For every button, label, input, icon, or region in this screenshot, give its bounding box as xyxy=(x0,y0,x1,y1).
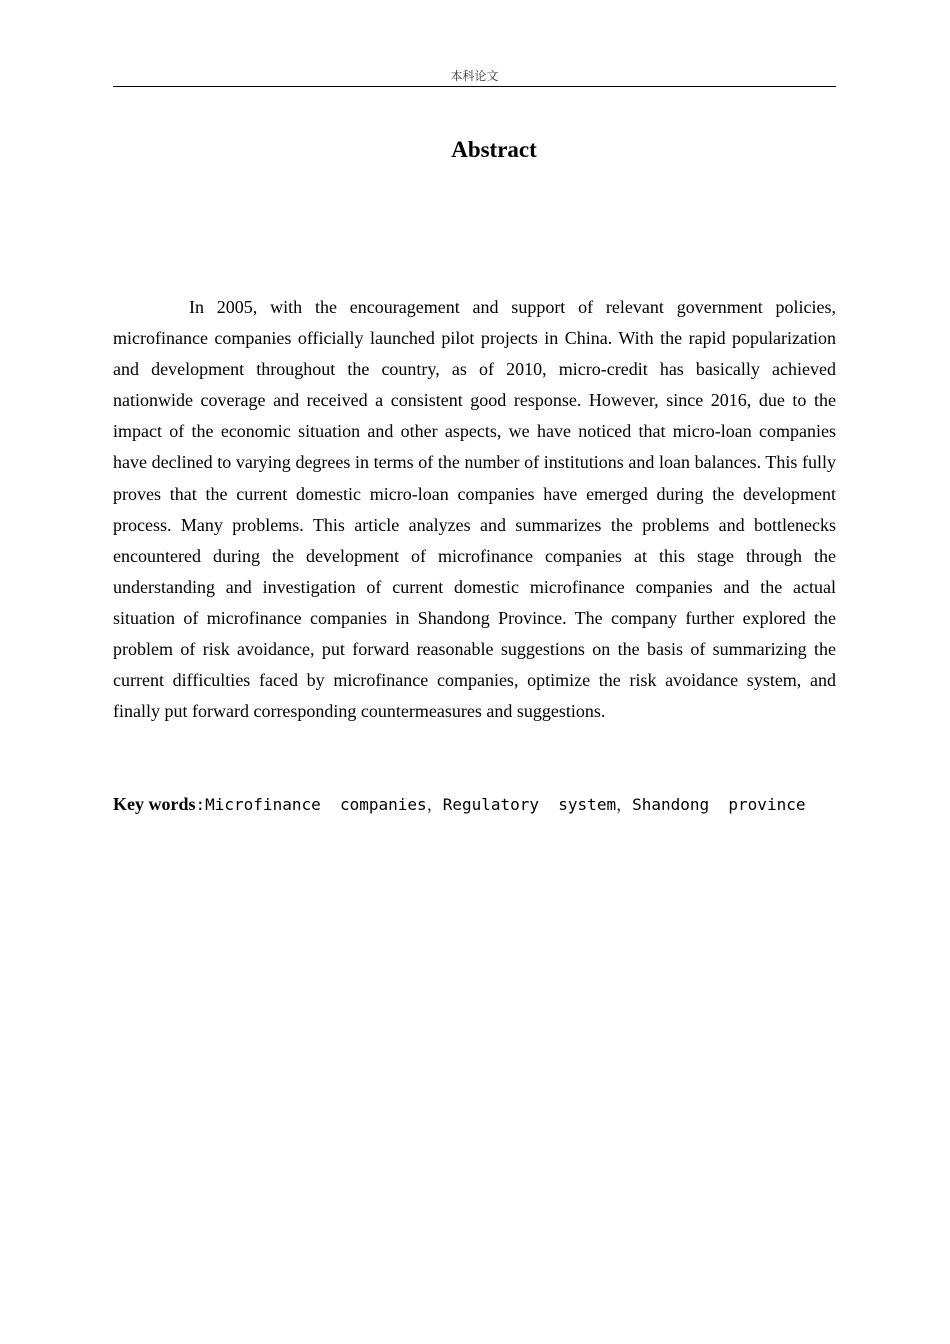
keywords-label: Key words xyxy=(113,794,196,814)
page-header xyxy=(113,66,836,87)
keywords-values: :Microfinance companies，Regulatory system，Shandong province xyxy=(195,795,806,814)
keywords-line xyxy=(113,790,873,819)
abstract-title: Abstract xyxy=(451,137,537,162)
running-title: 本科论文 xyxy=(450,69,499,83)
abstract-body: In 2005, with the encouragement and support of relevant government policies, microfinance companies officially launched pilot projects in China. With the rapid popularization and development throughout the country, as of 2010, micro-credit has basically achieved nationwide coverage and received a consistent good response. However, since 2016, due to the impact of the economic situation and other aspects, we have noticed that micro-loan companies have declined to varying degrees in terms of the number of institutions and loan balances. This fully proves that the current domestic micro-loan companies have emerged during the development process. Many problems. This article analyzes and summarizes the problems and bottlenecks encountered during the development of microfinance companies at this stage through the understanding and investigation of current domestic microfinance companies and the actual situation of microfinance companies in Shandong Province. The company further explored the problem of risk avoidance, put forward reasonable suggestions on the basis of summarizing the current difficulties faced by microfinance companies, optimize the risk avoidance system, and finally put forward corresponding countermeasures and suggestions. xyxy=(113,297,836,722)
